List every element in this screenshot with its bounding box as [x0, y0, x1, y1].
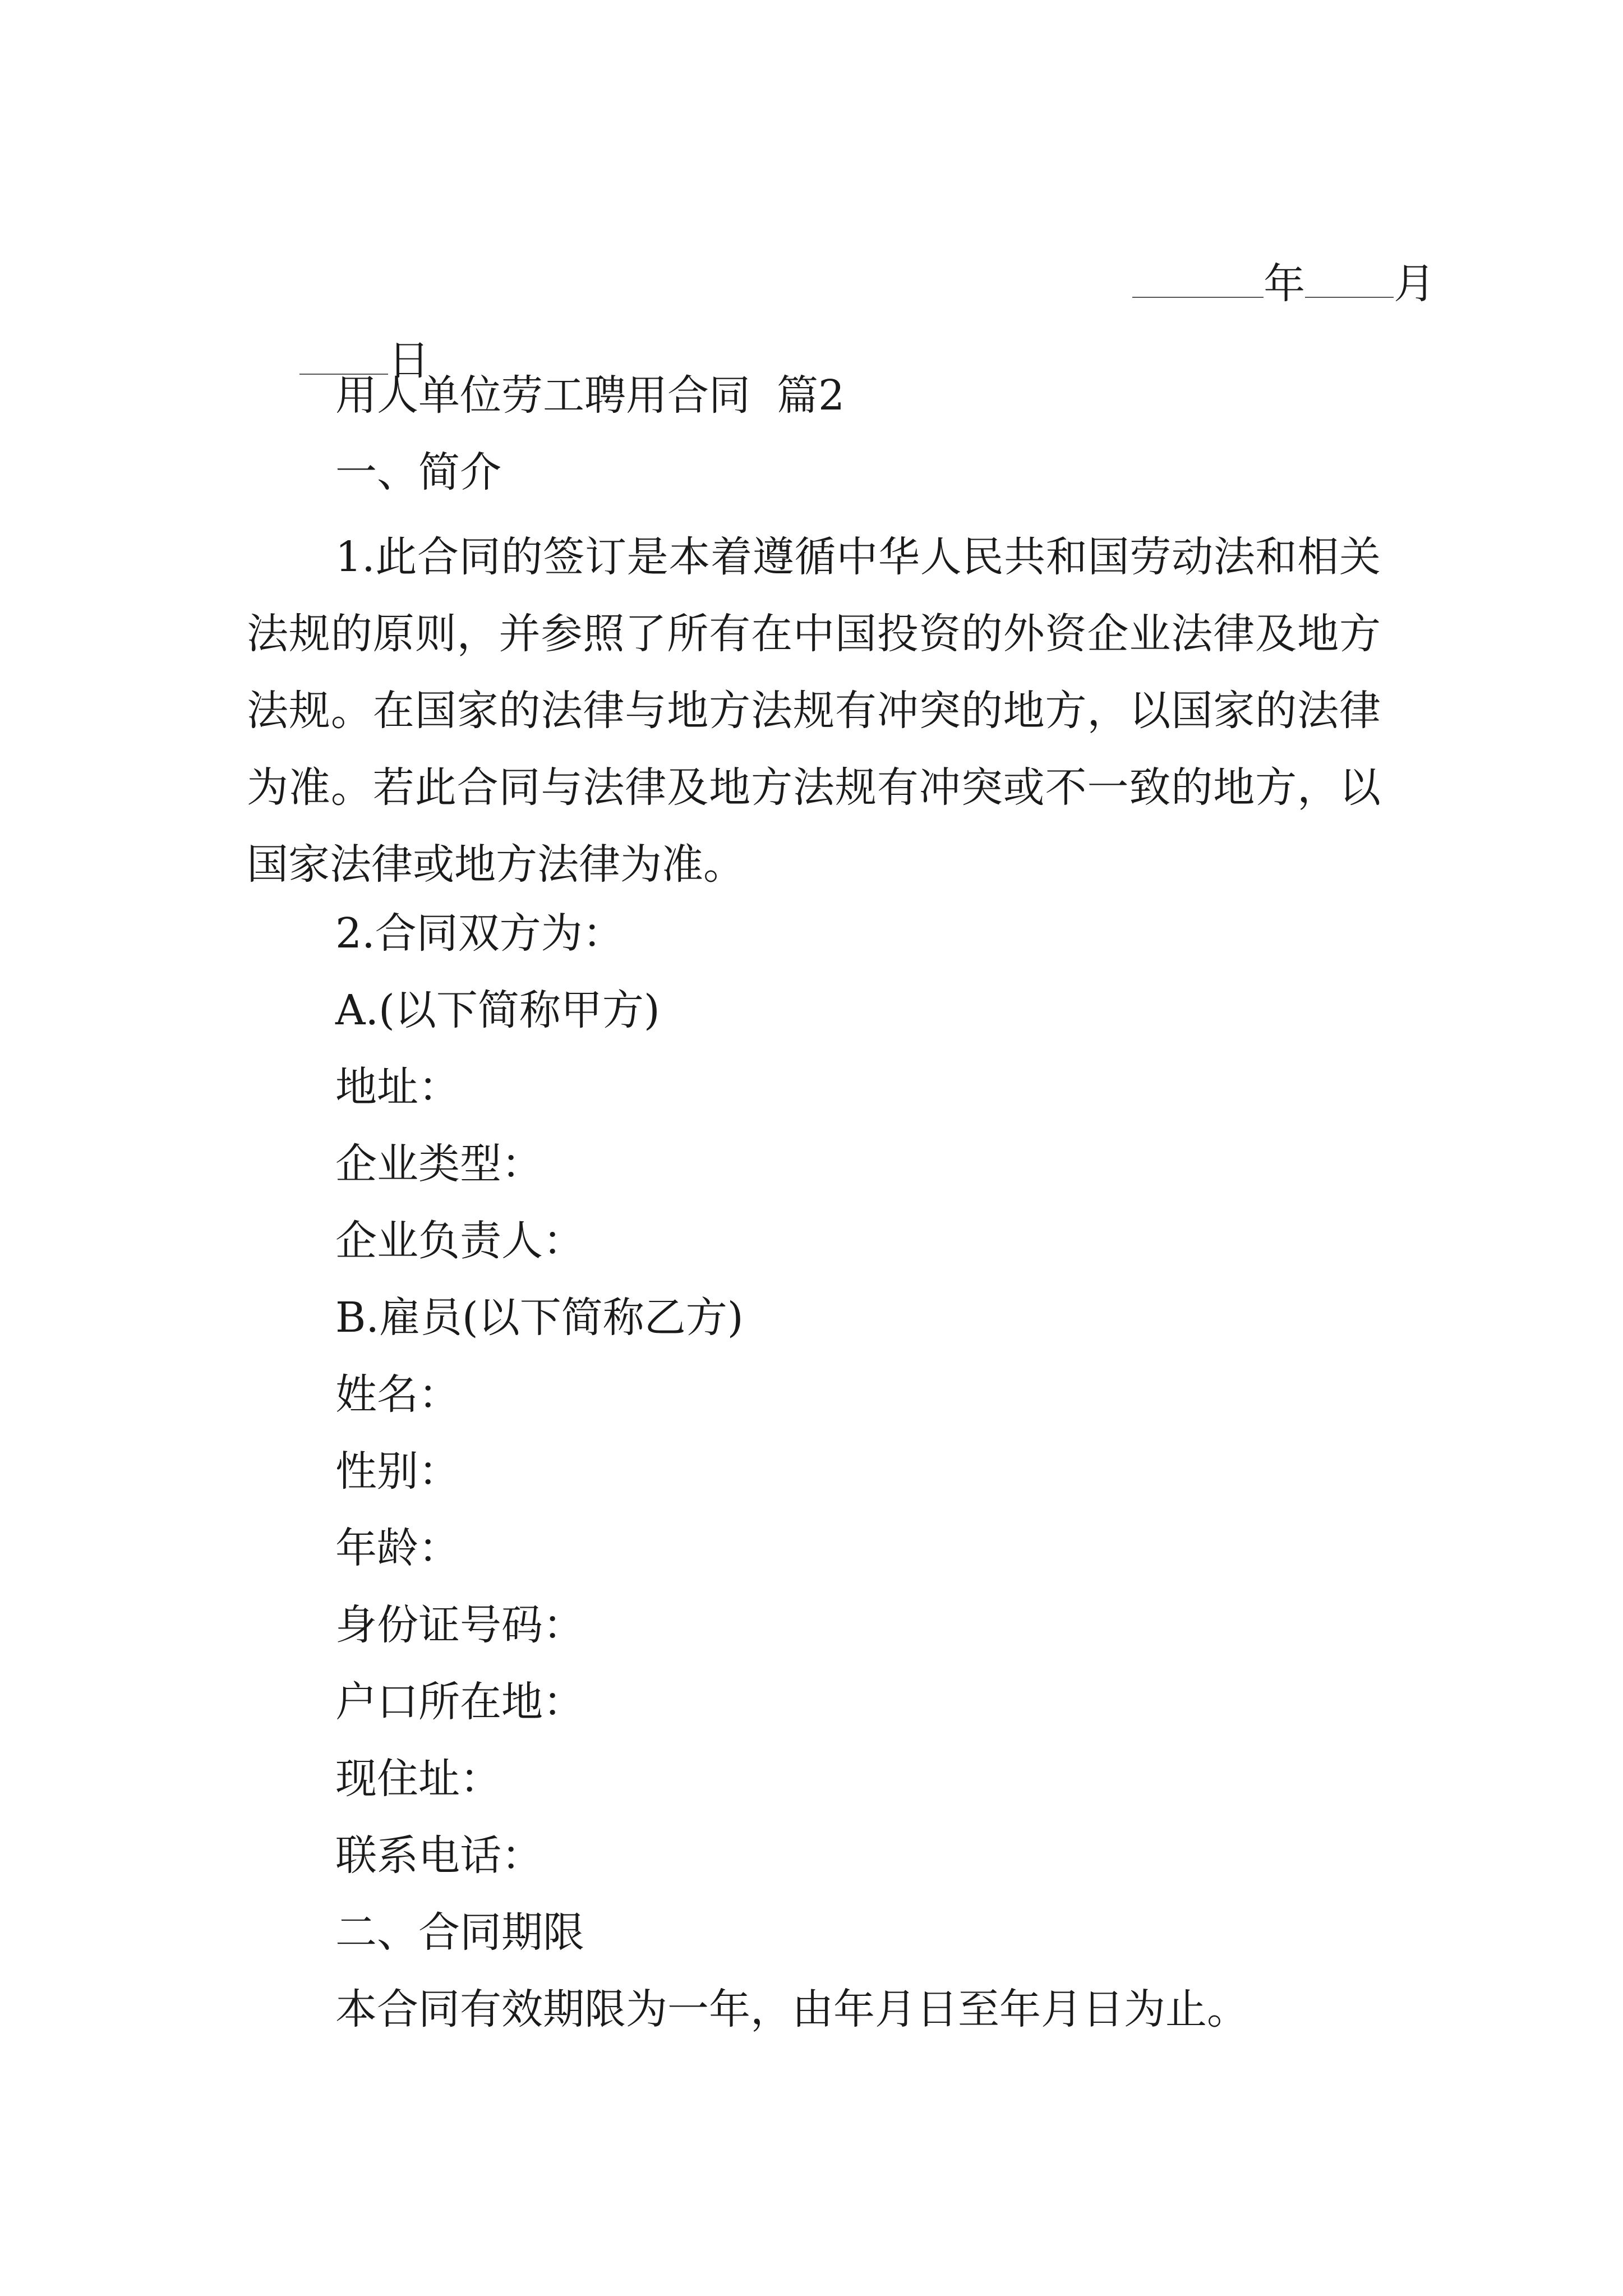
- day-suffix: 日: [388, 337, 430, 385]
- term-text: 本合同有效期限为一年，由年月日至年月日为止。: [335, 1985, 1248, 2033]
- party-b-gender-label: 性别：: [335, 1447, 460, 1496]
- party-b-phone-label: 联系电话：: [335, 1832, 543, 1880]
- clause-1-paragraph: 1.此合同的签订是本着遵循中华人民共和国劳动法和相关法规的原则，并参照了所有在中国投资的外资企业法律及地方法规。在国家的法律与地方法规有冲突的地方，以国家的法律为准。若此合同与法律及地方法规有冲突或不一致的地方，以国家法律或地方法律为准。: [247, 533, 1381, 889]
- clause-2: 2.合同双方为：: [335, 909, 624, 958]
- party-b-hukou-label: 户口所在地：: [335, 1678, 584, 1726]
- party-a-manager-label: 企业负责人：: [335, 1217, 584, 1265]
- month-suffix: 月: [1394, 260, 1436, 308]
- date-year-month: [1080, 222, 1435, 346]
- party-b-id-label: 身份证号码：: [335, 1601, 584, 1649]
- party-b-name-label: 姓名：: [335, 1370, 460, 1419]
- party-a-address-label: 地址：: [335, 1063, 460, 1111]
- section-2-title: 二、合同期限: [335, 1908, 584, 1957]
- year-suffix: 年: [1264, 260, 1306, 308]
- heading: 用人单位劳工聘用合同 篇2: [335, 371, 845, 420]
- party-a-title: A.(以下简称甲方): [335, 986, 660, 1034]
- party-b-age-label: 年龄：: [335, 1524, 460, 1572]
- party-b-address-label: 现住址：: [335, 1755, 501, 1803]
- month-blank[interactable]: [1305, 293, 1394, 298]
- year-blank[interactable]: [1132, 293, 1264, 298]
- party-a-company-type-label: 企业类型：: [335, 1140, 543, 1188]
- party-b-title: B.雇员(以下简称乙方): [335, 1294, 744, 1342]
- section-1-title: 一、简介: [335, 448, 501, 496]
